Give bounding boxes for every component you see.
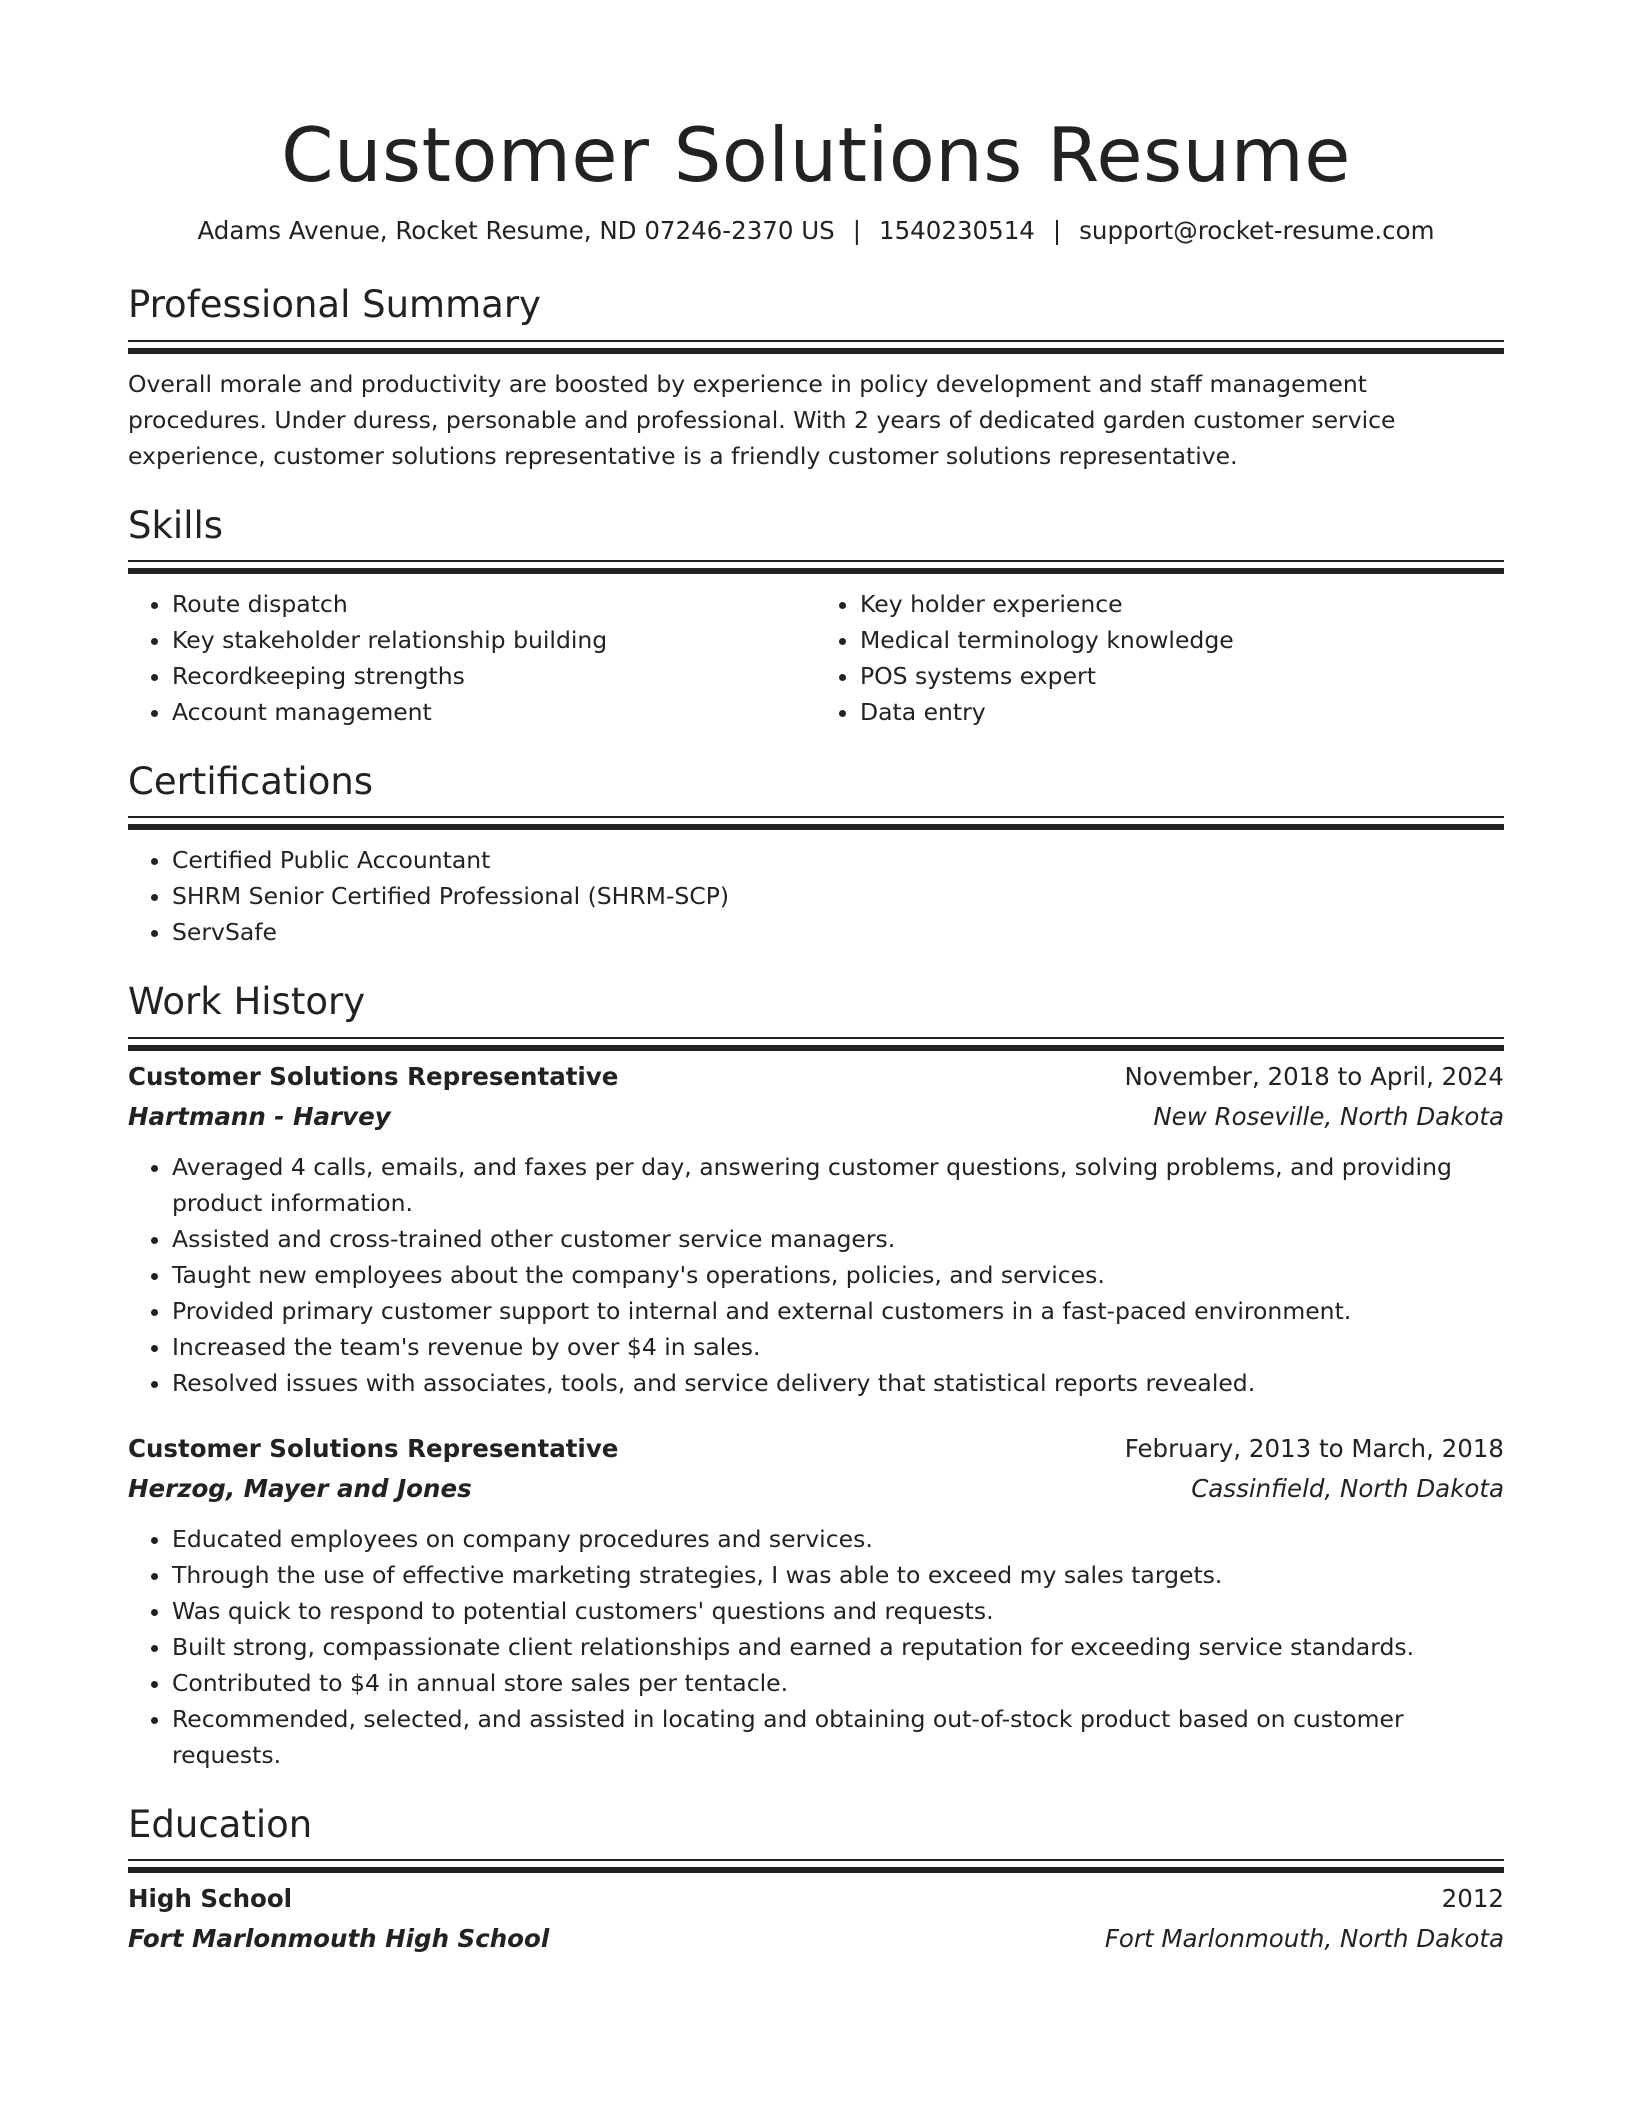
section-title-work-history: Work History xyxy=(128,980,366,1024)
skills-list-left xyxy=(128,586,816,730)
job-bullet: • Taught new employees about the company's operations, policies, and services. xyxy=(172,1257,1504,1293)
job-bullet: • Was quick to respond to potential customers' questions and requests. xyxy=(172,1593,1504,1629)
job-company: Hartmann - Harvey xyxy=(128,1101,391,1131)
section-title-education: Education xyxy=(128,1802,313,1846)
job-bullet: • Assisted and cross-trained other customer service managers. xyxy=(172,1221,1504,1257)
section-title-summary: Professional Summary xyxy=(128,283,541,327)
job-company: Herzog, Mayer and Jones xyxy=(128,1473,472,1503)
skill-item: • Account management xyxy=(172,694,816,730)
skill-item: • Recordkeeping strengths xyxy=(172,658,816,694)
job-subheader xyxy=(128,1097,1504,1137)
certification-item: • Certified Public Accountant xyxy=(172,842,1504,878)
certification-item: • ServSafe xyxy=(172,914,1504,950)
job-title: Customer Solutions Representative xyxy=(128,1433,619,1463)
skills-column-right xyxy=(816,586,1504,730)
job-dates: November, 2018 to April, 2024 xyxy=(1124,1061,1504,1091)
job-bullet: • Educated employees on company procedures and services. xyxy=(172,1521,1504,1557)
section-divider xyxy=(128,1859,1504,1861)
education-section xyxy=(128,1803,1504,1959)
contact-phone: 1540230514 xyxy=(879,216,1035,246)
job-dates: February, 2013 to March, 2018 xyxy=(1124,1433,1504,1463)
education-year: 2012 xyxy=(1441,1884,1504,1914)
skill-item: • Key holder experience xyxy=(860,586,1504,622)
skill-item: • Medical terminology knowledge xyxy=(860,622,1504,658)
contact-separator: | xyxy=(1052,216,1062,246)
job-bullet: • Recommended, selected, and assisted in locating and obtaining out-of-stock product based on customer requests. xyxy=(172,1701,1504,1773)
education-entry xyxy=(128,1879,1504,1959)
certification-item: • SHRM Senior Certified Professional (SHRM-SCP) xyxy=(172,878,1504,914)
skills-grid xyxy=(128,586,1504,730)
summary-section xyxy=(128,283,1504,473)
section-divider xyxy=(128,1037,1504,1039)
certifications-section xyxy=(128,760,1504,950)
skill-item: • Data entry xyxy=(860,694,1504,730)
section-divider xyxy=(128,340,1504,342)
section-title-certifications: Certifications xyxy=(128,760,374,804)
skills-list-right xyxy=(816,586,1504,730)
job-entry xyxy=(128,1429,1504,1773)
skill-item: • Key stakeholder relationship building xyxy=(172,622,816,658)
education-header xyxy=(128,1879,1504,1919)
job-header xyxy=(128,1429,1504,1469)
job-title: Customer Solutions Representative xyxy=(128,1061,619,1091)
job-location: New Roseville, North Dakota xyxy=(1153,1101,1504,1131)
skills-column-left xyxy=(128,586,816,730)
education-degree: High School xyxy=(128,1884,293,1914)
section-title-skills: Skills xyxy=(128,503,224,547)
job-bullet: • Increased the team's revenue by over $4 in sales. xyxy=(172,1329,1504,1365)
section-divider xyxy=(128,560,1504,562)
education-school: Fort Marlonmouth High School xyxy=(128,1924,550,1954)
summary-body xyxy=(128,366,1504,474)
job-entry xyxy=(128,1057,1504,1401)
job-header xyxy=(128,1057,1504,1097)
skills-section xyxy=(128,504,1504,730)
resume-name: Customer Solutions Resume xyxy=(281,111,1351,199)
certifications-list xyxy=(128,842,1504,950)
job-subheader xyxy=(128,1469,1504,1509)
job-location: Cassinfield, North Dakota xyxy=(1191,1473,1504,1503)
job-bullet: • Built strong, compassionate client relationships and earned a reputation for exceeding service standards. xyxy=(172,1629,1504,1665)
skill-item: • POS systems expert xyxy=(860,658,1504,694)
job-bullet: • Averaged 4 calls, emails, and faxes per day, answering customer questions, solving problems, and providing product information. xyxy=(172,1149,1504,1221)
contact-separator: | xyxy=(852,216,861,246)
certifications-body xyxy=(128,842,1504,950)
job-bullet: • Provided primary customer support to internal and external customers in a fast-paced environment. xyxy=(172,1293,1504,1329)
summary-text: Overall morale and productivity are boosted by experience in policy development and staff management procedures. Under duress, personable and professional. With 2 years of dedicated garden customer service experience, customer solutions representative is a friendly customer solutions representative. xyxy=(128,369,1396,470)
contact-line xyxy=(128,216,1504,245)
job-bullets xyxy=(128,1149,1504,1401)
section-divider xyxy=(128,816,1504,818)
skill-item: • Route dispatch xyxy=(172,586,816,622)
job-bullet: • Contributed to $4 in annual store sales per tentacle. xyxy=(172,1665,1504,1701)
contact-address: Adams Avenue, Rocket Resume, ND 07246-2370 US xyxy=(197,216,835,246)
job-bullet: • Resolved issues with associates, tools, and service delivery that statistical reports revealed. xyxy=(172,1365,1504,1401)
education-location: Fort Marlonmouth, North Dakota xyxy=(1104,1924,1504,1954)
work-history-section xyxy=(128,980,1504,1772)
education-subheader xyxy=(128,1919,1504,1959)
job-bullet: • Through the use of effective marketing strategies, I was able to exceed my sales targets. xyxy=(172,1557,1504,1593)
job-bullets xyxy=(128,1521,1504,1773)
contact-email: support@rocket-resume.com xyxy=(1079,216,1435,246)
